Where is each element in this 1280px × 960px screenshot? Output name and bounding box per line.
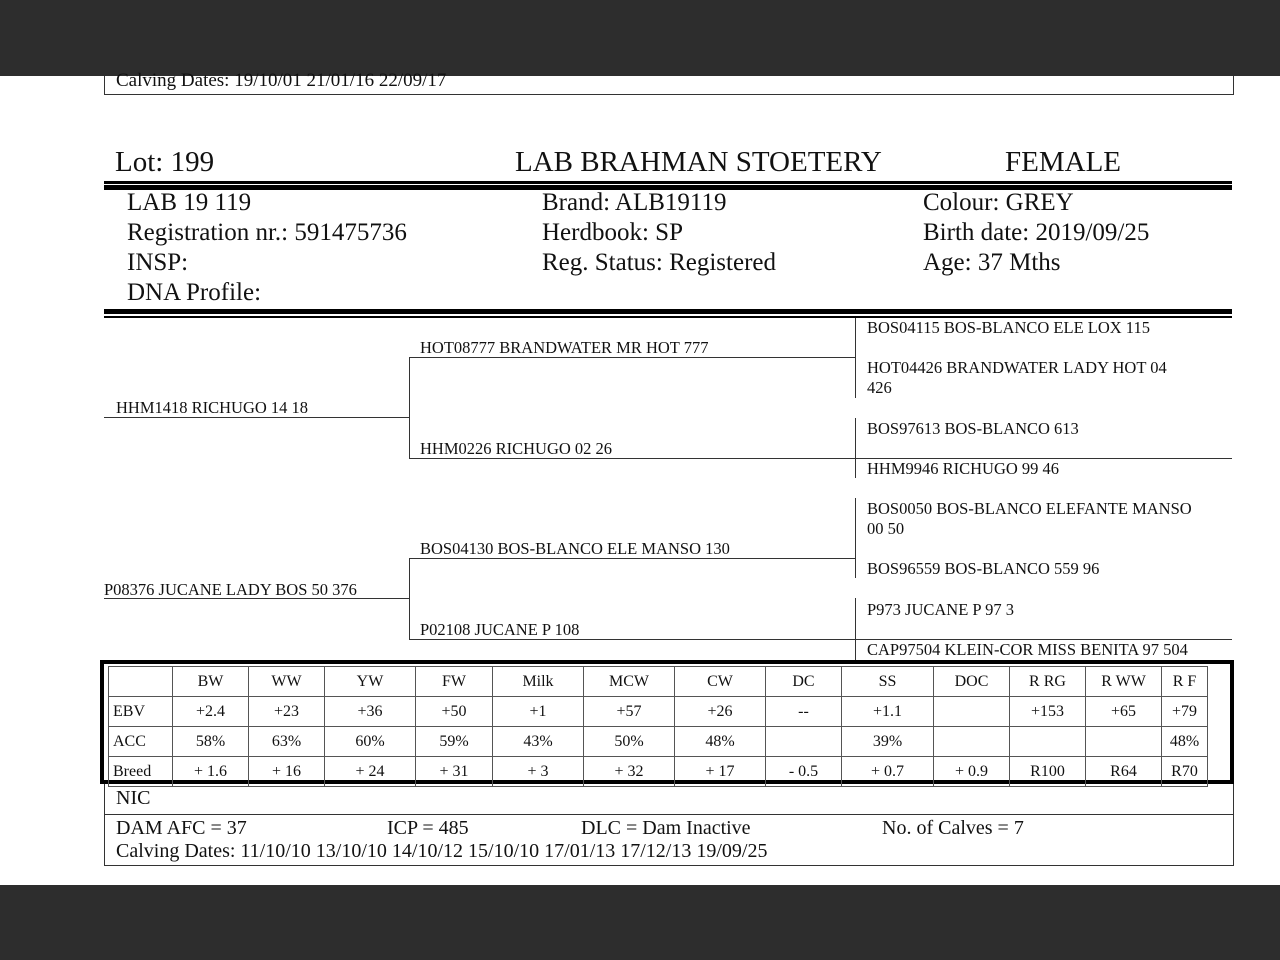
table-cell: R100: [1010, 757, 1086, 787]
table-cell: 39%: [842, 727, 934, 757]
table-header: R RG: [1010, 667, 1086, 697]
pedigree-dam-sire: BOS04130 BOS-BLANCO ELE MANSO 130: [420, 539, 730, 558]
breed-row: [109, 757, 1208, 787]
acc-row: [109, 727, 1208, 757]
pedigree-dam: P08376 JUCANE LADY BOS 50 376: [104, 580, 357, 599]
insp-label: INSP:: [127, 249, 189, 276]
table-cell: +1: [493, 697, 584, 727]
table-header: CW: [675, 667, 766, 697]
previous-calving-dates: Calving Dates: 19/10/01 21/01/16 22/09/17: [116, 70, 447, 91]
animal-id: LAB 19 119: [127, 189, 252, 216]
table-cell: +2.4: [173, 697, 249, 727]
table-cell: + 17: [675, 757, 766, 787]
previous-lot-box: [104, 70, 1234, 95]
table-cell: [109, 667, 173, 697]
nic-box: [104, 784, 1234, 815]
dd-bracket: [855, 598, 856, 660]
table-cell: R64: [1086, 757, 1162, 787]
pedigree-sire: HHM1418 RICHUGO 14 18: [116, 398, 309, 417]
pedigree-dds: P973 JUCANE P 97 3: [867, 600, 1014, 619]
dam-info-box: [104, 814, 1234, 866]
table-cell: +26: [675, 697, 766, 727]
table-cell: + 3: [493, 757, 584, 787]
table-cell: + 32: [584, 757, 675, 787]
table-cell: R70: [1162, 757, 1208, 787]
pedigree-ssd-cont: 426: [867, 378, 892, 397]
pedigree-sds: BOS97613 BOS-BLANCO 613: [867, 419, 1079, 438]
table-header: Milk: [493, 667, 584, 697]
table-cell: [934, 727, 1010, 757]
table-header: R F: [1162, 667, 1208, 697]
table-header: SS: [842, 667, 934, 697]
table-cell: +79: [1162, 697, 1208, 727]
dam-calving-dates: Calving Dates: 11/10/10 13/10/10 14/10/12 15/10/10 17/01/13 17/12/13 19/09/25: [116, 840, 768, 862]
lot-number: Lot: 199: [115, 146, 215, 178]
table-cell: 43%: [493, 727, 584, 757]
table-header: R WW: [1086, 667, 1162, 697]
ebv-header-row: [109, 667, 1208, 697]
table-header: WW: [249, 667, 325, 697]
table-header: MCW: [584, 667, 675, 697]
ebv-row: [109, 697, 1208, 727]
pedigree-sdd: HHM9946 RICHUGO 99 46: [867, 459, 1060, 478]
table-header: YW: [325, 667, 416, 697]
table-cell: + 0.7: [842, 757, 934, 787]
dam-calves-count: No. of Calves = 7: [882, 817, 1024, 839]
table-cell: [1086, 727, 1162, 757]
table-cell: +153: [1010, 697, 1086, 727]
table-header: FW: [416, 667, 493, 697]
dam-dlc: DLC = Dam Inactive: [581, 817, 751, 839]
ds-bracket: [855, 498, 856, 578]
table-cell: +36: [325, 697, 416, 727]
sire-bracket: [409, 357, 410, 458]
row-label: Breed: [109, 757, 173, 787]
pedigree-dam-dam: P02108 JUCANE P 108: [420, 620, 580, 639]
pedigree-rule-thick: [104, 309, 1232, 314]
birth-date: Birth date: 2019/09/25: [923, 219, 1150, 246]
table-header: DOC: [934, 667, 1010, 697]
table-cell: [766, 727, 842, 757]
age: Age: 37 Mths: [923, 249, 1061, 276]
pedigree-dsd: BOS96559 BOS-BLANCO 559 96: [867, 559, 1100, 578]
ebv-table: [108, 666, 1208, 787]
table-header: DC: [766, 667, 842, 697]
pedigree-ssd: HOT04426 BRANDWATER LADY HOT 04: [867, 358, 1167, 377]
table-cell: 58%: [173, 727, 249, 757]
animal-sex: FEMALE: [1005, 146, 1121, 178]
table-cell: +23: [249, 697, 325, 727]
table-cell: - 0.5: [766, 757, 842, 787]
table-cell: 59%: [416, 727, 493, 757]
table-cell: +50: [416, 697, 493, 727]
table-cell: +57: [584, 697, 675, 727]
table-cell: [1010, 727, 1086, 757]
document-page: [0, 70, 1280, 885]
pedigree-sire-dam: HHM0226 RICHUGO 02 26: [420, 439, 613, 458]
table-cell: +1.1: [842, 697, 934, 727]
pedigree-sire-sire: HOT08777 BRANDWATER MR HOT 777: [420, 338, 709, 357]
row-label: ACC: [109, 727, 173, 757]
top-dark-bar: [0, 0, 1280, 76]
table-cell: 63%: [249, 727, 325, 757]
brand: Brand: ALB19119: [542, 189, 727, 216]
table-cell: + 31: [416, 757, 493, 787]
header-rule-thin: [104, 181, 1232, 184]
colour: Colour: GREY: [923, 189, 1074, 216]
pedigree-sss: BOS04115 BOS-BLANCO ELE LOX 115: [867, 318, 1150, 337]
registration-status: Reg. Status: Registered: [542, 249, 776, 276]
row-label: EBV: [109, 697, 173, 727]
pedigree-dss-cont: 00 50: [867, 519, 905, 538]
breeder-name: LAB BRAHMAN STOETERY: [515, 146, 882, 178]
table-cell: 60%: [325, 727, 416, 757]
table-cell: + 1.6: [173, 757, 249, 787]
registration-number: Registration nr.: 591475736: [127, 219, 407, 246]
dam-bracket: [409, 558, 410, 639]
table-header: BW: [173, 667, 249, 697]
pedigree-ddd: CAP97504 KLEIN-COR MISS BENITA 97 504: [867, 640, 1188, 659]
table-cell: [934, 697, 1010, 727]
ss-bracket: [855, 318, 856, 398]
table-cell: 48%: [675, 727, 766, 757]
dam-icp: ICP = 485: [387, 817, 469, 839]
bottom-dark-bar: [0, 885, 1280, 960]
table-cell: 50%: [584, 727, 675, 757]
table-cell: +65: [1086, 697, 1162, 727]
table-cell: + 16: [249, 757, 325, 787]
nic-label: NIC: [116, 787, 151, 809]
pedigree-dss: BOS0050 BOS-BLANCO ELEFANTE MANSO: [867, 499, 1192, 518]
dna-profile-label: DNA Profile:: [127, 279, 262, 306]
herdbook: Herdbook: SP: [542, 219, 683, 246]
table-cell: + 24: [325, 757, 416, 787]
table-cell: 48%: [1162, 727, 1208, 757]
sd-bracket: [855, 418, 856, 478]
table-cell: + 0.9: [934, 757, 1010, 787]
dam-afc: DAM AFC = 37: [116, 817, 247, 839]
table-cell: --: [766, 697, 842, 727]
